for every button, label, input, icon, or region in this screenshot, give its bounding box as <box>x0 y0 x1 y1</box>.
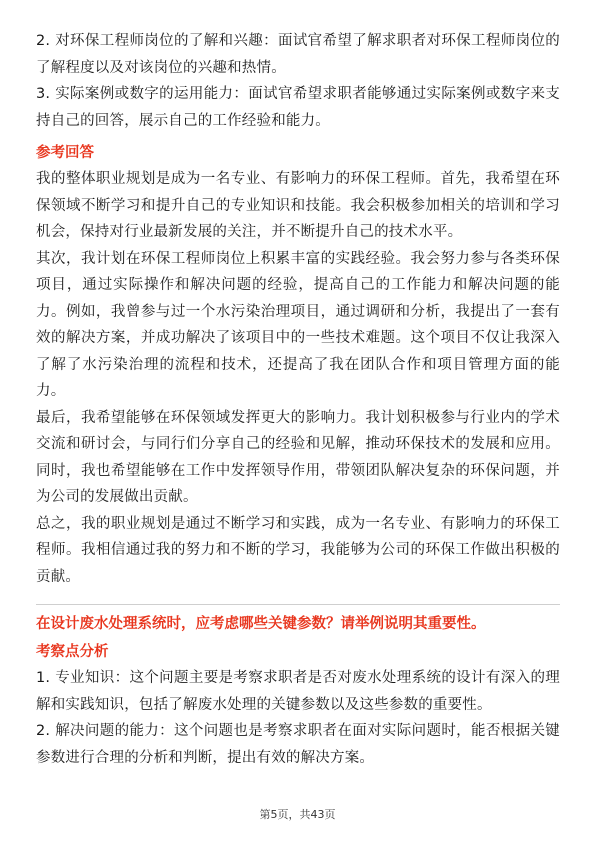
page-footer: 第5页，共43页 <box>259 808 336 821</box>
analysis-point-1: 1. 专业知识：这个问题主要是考察求职者是否对废水处理系统的设计有深入的理解和实践知识，包括了解废水处理的关键参数以及这些参数的重要性。 <box>36 670 560 713</box>
section-divider <box>36 604 560 605</box>
reference-heading: 参考回答 <box>36 145 94 161</box>
intro-point-3: 3. 实际案例或数字的运用能力：面试官希望求职者能够通过实际案例或数字来支持自己的回答，展示自己的工作经验和能力。 <box>36 86 560 129</box>
analysis-point-2: 2. 解决问题的能力：这个问题也是考察求职者在面对实际问题时，能否根据关键参数进行合理的分析和判断，提出有效的解决方案。 <box>36 723 560 766</box>
analysis-heading: 考察点分析 <box>36 644 109 660</box>
question-title: 在设计废水处理系统时，应考虑哪些关键参数？请举例说明其重要性。 <box>36 616 486 632</box>
reference-paragraph-1: 我的整体职业规划是成为一名专业、有影响力的环保工程师。首先，我希望在环保领域不断学习和提升自己的专业知识和技能。我会积极参加相关的培训和学习机会，保持对行业最新发展的关注，并不断提升自己的技术水平。 <box>36 171 560 240</box>
reference-paragraph-4: 总之，我的职业规划是通过不断学习和实践，成为一名专业、有影响力的环保工程师。我相信通过我的努力和不断的学习，我能够为公司的环保工作做出积极的贡献。 <box>36 515 560 585</box>
reference-paragraph-2: 其次，我计划在环保工程师岗位上积累丰富的实践经验。我会努力参与各类环保项目，通过实际操作和解决问题的经验，提高自己的工作能力和解决问题的能力。例如，我曾参与过一个水污染治理项目，通过调研和分析，我提出了一套有效的解决方案，并成功解决了该项目中的一些技术难题。这个项目不仅让我深入了解了水污染治理的流程和技术，还提高了我在团队合作和项目管理方面的能力。 <box>36 250 560 399</box>
intro-point-2: 2. 对环保工程师岗位的了解和兴趣：面试官希望了解求职者对环保工程师岗位的了解程度以及对该岗位的兴趣和热情。 <box>36 33 560 76</box>
document-page <box>36 28 560 771</box>
reference-paragraph-3: 最后，我希望能够在环保领域发挥更大的影响力。我计划积极参与行业内的学术交流和研讨会，与同行们分享自己的经验和见解，推动环保技术的发展和应用。同时，我也希望能够在工作中发挥领导作用，带领团队解决复杂的环保问题，并为公司的发展做出贡献。 <box>36 409 560 505</box>
